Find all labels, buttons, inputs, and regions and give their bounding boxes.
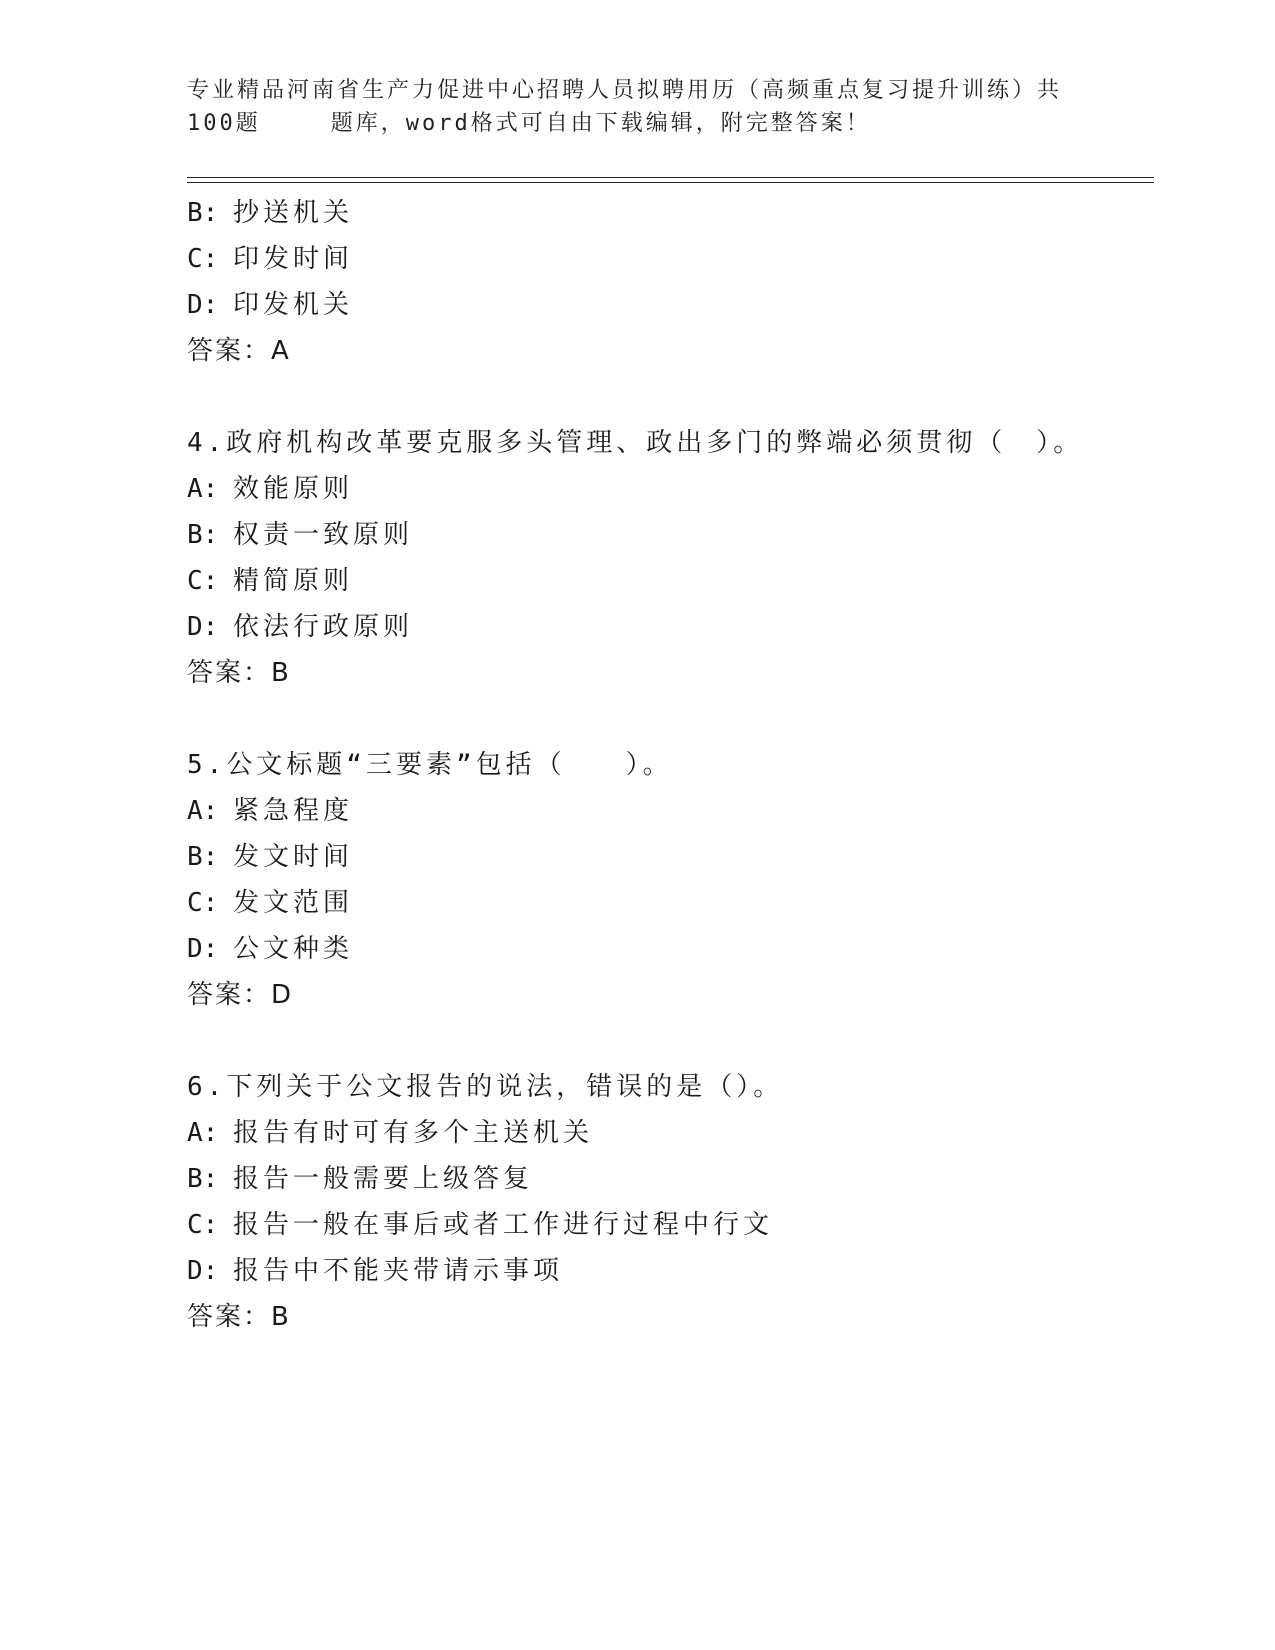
option-d: D: 印发机关	[187, 290, 354, 320]
header-line-2	[187, 107, 1087, 140]
header-line-1: 专业精品河南省生产力促进中心招聘人员拟聘用历（高频重点复习提升训练）共	[187, 78, 1063, 103]
question-item	[187, 1064, 1147, 1340]
question-item	[187, 742, 1147, 1018]
question-item	[187, 420, 1147, 696]
option-b: B: 权责一致原则	[187, 520, 414, 550]
option-c: C: 报告一般在事后或者工作进行过程中行文	[187, 1210, 774, 1240]
question-stem: 4.政府机构改革要克服多头管理、政出多门的弊端必须贯彻（ ）。	[187, 428, 1084, 458]
header-count: 100题	[187, 111, 261, 136]
header-divider-bottom	[187, 182, 1154, 183]
answer-line: 答案：B	[187, 1302, 291, 1332]
question-stem: 5.公文标题“三要素”包括（ ）。	[187, 750, 673, 780]
option-b: B: 报告一般需要上级答复	[187, 1164, 534, 1194]
question-list	[187, 190, 1147, 1340]
option-d: D: 公文种类	[187, 934, 354, 964]
option-d: D: 报告中不能夹带请示事项	[187, 1256, 564, 1286]
option-c: C: 精简原则	[187, 566, 354, 596]
option-a: A: 报告有时可有多个主送机关	[187, 1118, 594, 1148]
header-divider-top	[187, 177, 1154, 178]
answer-line: 答案：B	[187, 658, 291, 688]
option-b: B: 抄送机关	[187, 198, 354, 228]
answer-line: 答案：D	[187, 980, 294, 1010]
document-header	[187, 74, 1087, 140]
answer-line: 答案：A	[187, 336, 291, 366]
option-b: B: 发文时间	[187, 842, 354, 872]
question-fragment	[187, 190, 1147, 374]
option-a: A: 效能原则	[187, 474, 354, 504]
option-a: A: 紧急程度	[187, 796, 354, 826]
option-c: C: 印发时间	[187, 244, 354, 274]
option-d: D: 依法行政原则	[187, 612, 414, 642]
question-stem: 6.下列关于公文报告的说法，错误的是（）。	[187, 1072, 784, 1102]
option-c: C: 发文范围	[187, 888, 354, 918]
header-description: 题库，word格式可自由下载编辑，附完整答案！	[330, 111, 871, 136]
